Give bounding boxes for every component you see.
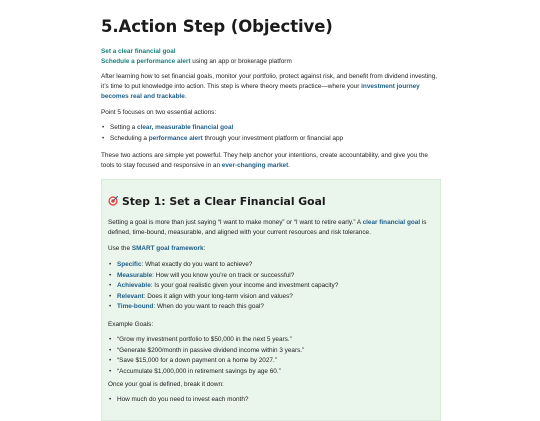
list-item bbox=[101, 123, 441, 134]
list-item bbox=[108, 281, 428, 292]
target-icon bbox=[108, 196, 118, 206]
list-item: • How much do you need to invest each month? bbox=[108, 395, 428, 406]
list-item: • “Accumulate $1,000,000 in retirement savings by age 60.” bbox=[108, 367, 428, 378]
smart-intro-text: Use the bbox=[108, 245, 132, 252]
point5-text: Point 5 focuses on two essential actions: bbox=[101, 109, 217, 116]
subtitle-alert-rest: using an app or brokerage platform bbox=[190, 58, 292, 65]
list-item: • “Grow my investment portfolio to $50,000 in the next 5 years.” bbox=[108, 335, 428, 346]
list-item bbox=[108, 271, 428, 282]
actions-list bbox=[101, 123, 441, 144]
summary-end: . bbox=[288, 162, 290, 169]
list-item: • “Generate $200/month in passive dividend income within 3 years.” bbox=[108, 346, 428, 357]
step1-paragraph bbox=[108, 218, 428, 238]
examples-label: Example Goals: bbox=[108, 321, 154, 328]
subtitle-alert bbox=[101, 57, 441, 67]
smart-highlight: SMART goal framework bbox=[131, 245, 204, 252]
action-bold: clear, measurable financial goal bbox=[137, 124, 234, 131]
list-item bbox=[101, 134, 441, 145]
intro-highlight: investment journey becomes real and trackable bbox=[101, 83, 420, 100]
step1-section bbox=[101, 179, 441, 421]
list-item: • “Save $15,000 for a down payment on a home by 2027.” bbox=[108, 356, 428, 367]
action-pre: Scheduling a bbox=[110, 134, 149, 142]
step1-highlight: clear financial goal bbox=[362, 219, 421, 226]
smart-desc: : Does it align with your long-term vision and values? bbox=[143, 292, 293, 300]
smart-list bbox=[108, 260, 428, 313]
examples-list bbox=[108, 335, 428, 377]
step1-text: Setting a goal is more than just saying “I want to make money” or “I want to retire early.” A bbox=[108, 219, 363, 226]
summary-paragraph bbox=[101, 151, 441, 171]
step1-title: Step 1: Set a Clear Financial Goal bbox=[122, 195, 326, 208]
smart-term: Specific bbox=[117, 261, 142, 268]
intro-paragraph bbox=[101, 72, 441, 102]
breakdown-list bbox=[108, 395, 428, 406]
action-pre: Setting a bbox=[110, 124, 138, 131]
subtitle-alert-bold: Schedule a performance alert bbox=[101, 58, 191, 65]
smart-desc: : How will you know you’re on track or successful? bbox=[152, 271, 295, 279]
smart-term: Achievable bbox=[117, 282, 151, 289]
smart-desc: : What exactly do you want to achieve? bbox=[141, 261, 253, 268]
summary-text: These two actions are simple yet powerful. They help anchor your intentions, create accountability, and give you the tools to stay focused and responsive in an bbox=[101, 152, 428, 169]
smart-desc: : When do you want to reach this goal? bbox=[153, 303, 264, 310]
intro-end: . bbox=[184, 93, 187, 100]
list-item bbox=[108, 292, 428, 303]
smart-intro bbox=[108, 244, 428, 254]
breakdown-text: Once your goal is defined, break it down: bbox=[108, 381, 224, 388]
smart-term: Relevant bbox=[117, 292, 144, 300]
list-item bbox=[108, 260, 428, 271]
list-item bbox=[108, 302, 428, 313]
step1-heading bbox=[108, 195, 326, 208]
action-bold: performance alert bbox=[148, 134, 203, 142]
subtitle-goal: Set a clear financial goal bbox=[101, 48, 176, 55]
action-post: through your investment platform or financial app bbox=[202, 134, 344, 142]
smart-term: Time-bound bbox=[117, 303, 154, 310]
page-title: 5.Action Step (Objective) bbox=[101, 17, 333, 36]
smart-desc: : Is your goal realistic given your income and investment capacity? bbox=[150, 282, 339, 289]
summary-highlight: ever-changing market bbox=[221, 162, 289, 169]
step1-text-end: is defined, time-bound, measurable, and aligned with your current resources and risk tolerance. bbox=[108, 219, 427, 236]
intro-text: After learning how to set financial goals, monitor your portfolio, protect against risk, and benefit from dividend investing, it’s time to put knowledge into action. This step is where theory meets practice—where your bbox=[101, 73, 438, 90]
smart-term: Measurable bbox=[117, 271, 153, 279]
smart-intro-end: : bbox=[203, 245, 206, 252]
